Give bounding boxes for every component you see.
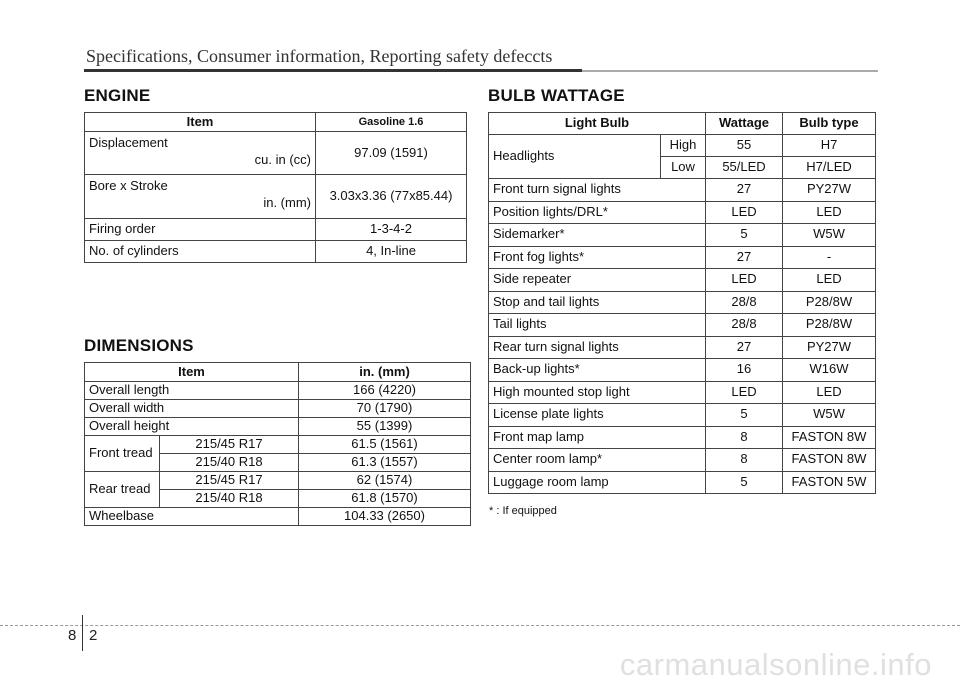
bulb-wattage: 8 [706, 449, 783, 472]
header-rule-light [582, 70, 878, 72]
dimension-value: 104.33 (2650) [299, 508, 471, 526]
bulb-wattage: 28/8 [706, 314, 783, 337]
table-row [489, 336, 876, 359]
bulb-type: W5W [783, 224, 876, 247]
bulb-wattage: 27 [706, 179, 783, 202]
bulb-name: Back-up lights* [489, 359, 706, 382]
bulb-wattage: 5 [706, 224, 783, 247]
bulb-col-wattage: Wattage [706, 113, 783, 135]
engine-item-unit: cu. in (cc) [254, 151, 311, 167]
chapter-number: 8 [68, 627, 77, 644]
dimension-value: 166 (4220) [299, 382, 471, 400]
engine-item-unit: in. (mm) [263, 194, 311, 210]
header-rule [84, 69, 582, 72]
table-row [85, 418, 471, 436]
bulb-col-light: Light Bulb [489, 113, 706, 135]
dimension-value: 55 (1399) [299, 418, 471, 436]
table-row [489, 246, 876, 269]
table-row [85, 382, 471, 400]
bulb-type: W5W [783, 404, 876, 427]
bulb-wattage: 5 [706, 471, 783, 494]
engine-value: 97.09 (1591) [316, 132, 467, 175]
bulb-col-type: Bulb type [783, 113, 876, 135]
page-number-divider [82, 615, 83, 651]
engine-value: 1-3-4-2 [316, 219, 467, 241]
bulb-type: H7 [783, 135, 876, 157]
table-row [489, 135, 876, 157]
table-row [489, 449, 876, 472]
table-row [489, 471, 876, 494]
bulb-wattage: 55 [706, 135, 783, 157]
table-row [85, 508, 471, 526]
page-number: 2 [89, 627, 98, 644]
dimensions-section-title: DIMENSIONS [84, 336, 194, 355]
bulb-rows [489, 179, 876, 494]
engine-item-label: Displacement [89, 135, 168, 150]
front-tread-label: Front tread [85, 436, 160, 472]
bulb-type: H7/LED [783, 157, 876, 179]
dimensions-col-item: Item [85, 363, 299, 382]
dimensions-col-unit: in. (mm) [299, 363, 471, 382]
dimension-item: Overall width [85, 400, 299, 418]
bulb-type: W16W [783, 359, 876, 382]
tire-size: 215/40 R18 [160, 454, 299, 472]
bulb-name: High mounted stop light [489, 381, 706, 404]
table-row [85, 472, 471, 490]
bulb-type: - [783, 246, 876, 269]
bulb-wattage: 28/8 [706, 291, 783, 314]
dimension-item: Overall length [85, 382, 299, 400]
dimension-value: 61.5 (1561) [299, 436, 471, 454]
table-row [85, 400, 471, 418]
table-row [489, 359, 876, 382]
engine-col-gasoline: Gasoline 1.6 [316, 113, 467, 132]
dimensions-table [84, 362, 471, 526]
bulb-type: FASTON 5W [783, 471, 876, 494]
dimension-value: 70 (1790) [299, 400, 471, 418]
table-row [85, 219, 467, 241]
table-row [489, 269, 876, 292]
bulb-name: License plate lights [489, 404, 706, 427]
table-row [489, 179, 876, 202]
footnote: * : If equipped [489, 505, 557, 517]
engine-table [84, 112, 467, 263]
bulb-name: Front fog lights* [489, 246, 706, 269]
engine-item-cell [85, 175, 316, 219]
bulb-wattage: LED [706, 201, 783, 224]
tire-size: 215/45 R17 [160, 436, 299, 454]
bulb-type: PY27W [783, 179, 876, 202]
footer-rule [0, 625, 960, 626]
bulb-type: PY27W [783, 336, 876, 359]
dimension-item: Wheelbase [85, 508, 299, 526]
engine-item-label: Bore x Stroke [89, 178, 168, 193]
table-row [489, 314, 876, 337]
bulb-wattage: 27 [706, 336, 783, 359]
bulb-type: FASTON 8W [783, 449, 876, 472]
dimension-value: 62 (1574) [299, 472, 471, 490]
table-row [85, 436, 471, 454]
engine-value: 3.03x3.36 (77x85.44) [316, 175, 467, 219]
bulb-type: FASTON 8W [783, 426, 876, 449]
engine-item-cell [85, 132, 316, 175]
bulb-name: Tail lights [489, 314, 706, 337]
engine-item-label: No. of cylinders [85, 241, 316, 263]
bulb-name: Sidemarker* [489, 224, 706, 247]
bulb-name: Luggage room lamp [489, 471, 706, 494]
tire-size: 215/45 R17 [160, 472, 299, 490]
engine-col-item: Item [85, 113, 316, 132]
bulb-name: Front turn signal lights [489, 179, 706, 202]
dimension-value: 61.8 (1570) [299, 490, 471, 508]
bulb-wattage: LED [706, 381, 783, 404]
table-row [489, 201, 876, 224]
page-header-title: Specifications, Consumer information, Reporting safety defeccts [86, 46, 553, 66]
bulb-wattage: 16 [706, 359, 783, 382]
bulb-type: LED [783, 381, 876, 404]
table-row [489, 426, 876, 449]
bulb-name: Front map lamp [489, 426, 706, 449]
bulb-type: P28/8W [783, 291, 876, 314]
bulb-wattage: 8 [706, 426, 783, 449]
engine-value: 4, In-line [316, 241, 467, 263]
bulb-name: Position lights/DRL* [489, 201, 706, 224]
bulb-section-title: BULB WATTAGE [488, 86, 625, 105]
bulb-name: Center room lamp* [489, 449, 706, 472]
bulb-wattage: 5 [706, 404, 783, 427]
bulb-wattage: 27 [706, 246, 783, 269]
table-row [489, 224, 876, 247]
table-row [85, 132, 467, 175]
engine-item-label: Firing order [85, 219, 316, 241]
bulb-name: Rear turn signal lights [489, 336, 706, 359]
bulb-wattage: 55/LED [706, 157, 783, 179]
headlights-label: Headlights [489, 135, 661, 179]
bulb-type: P28/8W [783, 314, 876, 337]
table-row [85, 241, 467, 263]
dimension-item: Overall height [85, 418, 299, 436]
bulb-wattage-table [488, 112, 876, 494]
tire-size: 215/40 R18 [160, 490, 299, 508]
table-row [489, 381, 876, 404]
bulb-wattage: LED [706, 269, 783, 292]
dimension-value: 61.3 (1557) [299, 454, 471, 472]
headlight-mode: Low [661, 157, 706, 179]
rear-tread-label: Rear tread [85, 472, 160, 508]
table-row [489, 291, 876, 314]
bulb-name: Stop and tail lights [489, 291, 706, 314]
engine-section-title: ENGINE [84, 86, 151, 105]
table-row [489, 404, 876, 427]
bulb-type: LED [783, 269, 876, 292]
bulb-type: LED [783, 201, 876, 224]
table-row [85, 175, 467, 219]
watermark: carmanualsonline.info [619, 647, 932, 682]
headlight-mode: High [661, 135, 706, 157]
bulb-name: Side repeater [489, 269, 706, 292]
